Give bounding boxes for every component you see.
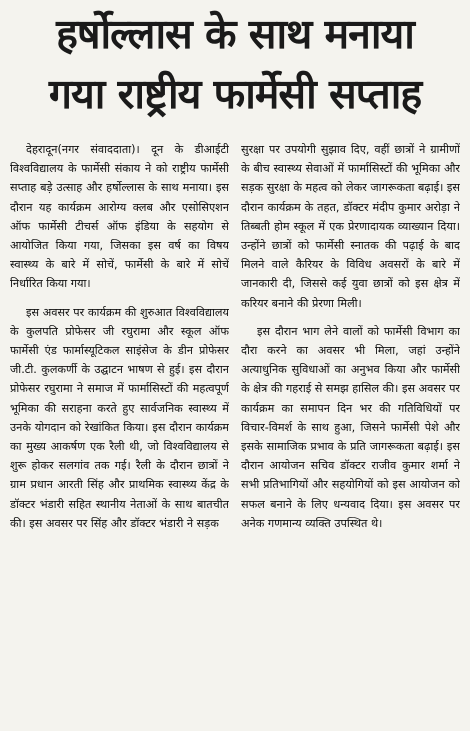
headline-line-1: हर्षोल्लास के साथ मनाया [56,10,414,58]
article-paragraph: इस दौरान भाग लेने वालों को फार्मेसी विभाग का दौरा करने का अवसर भी मिला, जहां उन्होंने अत्याधुनिक सुविधाओं का अनुभव किया और फार्मेसी के क्षेत्र की गहराई से समझ हासिल की। इस अवसर पर कार्यक्रम का समापन दिन भर की गतिविधियों पर विचार-विमर्श के साथ हुआ, जिसने फार्मेसी पेशे और इसके सामाजिक प्रभाव के प्रति जागरूकता बढ़ाई। इस दौरान आयोजन सचिव डॉक्टर राजीव कुमार शर्मा ने सभी प्रतिभागियों और सहयोगियों को इस आयोजन को सफल बनाने के लिए धन्यवाद दिया। इस अवसर पर अनेक गणमान्य व्यक्ति उपस्थित थे। [241,324,460,530]
headline-line-2: गया राष्ट्रीय फार्मेसी सप्ताह [48,70,422,118]
article-column-left [10,140,229,700]
article-body [10,140,460,700]
article-paragraph: इस अवसर पर कार्यक्रम की शुरुआत विश्वविद्यालय के कुलपति प्रोफेसर जी रघुरामा और स्कूल ऑफ फार्मेसी एंड फार्मास्यूटिकल साइंसेज के डीन प्रोफेसर जी.टी. कुलकर्णी के उद्घाटन भाषण से हुई। इस दौरान प्रोफेसर रघुरामा ने समाज में फार्मासिस्टों की महत्वपूर्ण भूमिका की सराहना करते हुए सार्वजनिक स्वास्थ्य में उनके योगदान को रेखांकित किया। इस दौरान कार्यक्रम का मुख्य आकर्षण एक रैली थी, जो विश्वविद्यालय से शुरू होकर सलगांव तक गई। रैली के दौरान छात्रों ने ग्राम प्रधान आरती सिंह और प्राथमिक स्वास्थ्य केंद्र के डॉक्टर भंडारी सहित स्थानीय नेताओं के साथ बातचीत की। इस अवसर पर सिंह और डॉक्टर भंडारी ने सड़क [10,305,229,530]
article-paragraph: सुरक्षा पर उपयोगी सुझाव दिए, वहीं छात्रों ने ग्रामीणों के बीच स्वास्थ्य सेवाओं में फार्मासिस्टों की भूमिका और सड़क सुरक्षा के महत्व को लेकर जागरूकता बढ़ाई। इस दौरान कार्यक्रम के तहत, डॉक्टर मंदीप कुमार अरोड़ा ने तिब्बती होम स्कूल में एक प्रेरणादायक व्याख्यान दिया। उन्होंने छात्रों को फार्मेसी स्नातक की पढ़ाई के बाद मिलने वाले कैरियर के विविध अवसरों के बारे में जानकारी दी, जिससे कई युवा छात्रों को इस क्षेत्र में करियर बनाने की प्रेरणा मिली। [241,143,460,310]
article-paragraph: देहरादून(नगर संवाददाता)। दून के डीआईटी विश्वविद्यालय के फार्मेसी संकाय ने को राष्ट्रीय फार्मेसी सप्ताह बड़े उत्साह और हर्षोल्लास के साथ मनाया। इस दौरान यह कार्यक्रम आरोग्य क्लब और एसोसिएशन ऑफ फार्मेसी टीचर्स ऑफ इंडिया के सहयोग से आयोजित किया गया, जिसका इस वर्ष का विषय स्वास्थ्य के बारे में सोचें, फार्मेसी के बारे में सोचें निर्धारित किया गया। [10,143,229,291]
article-column-right [241,140,460,700]
